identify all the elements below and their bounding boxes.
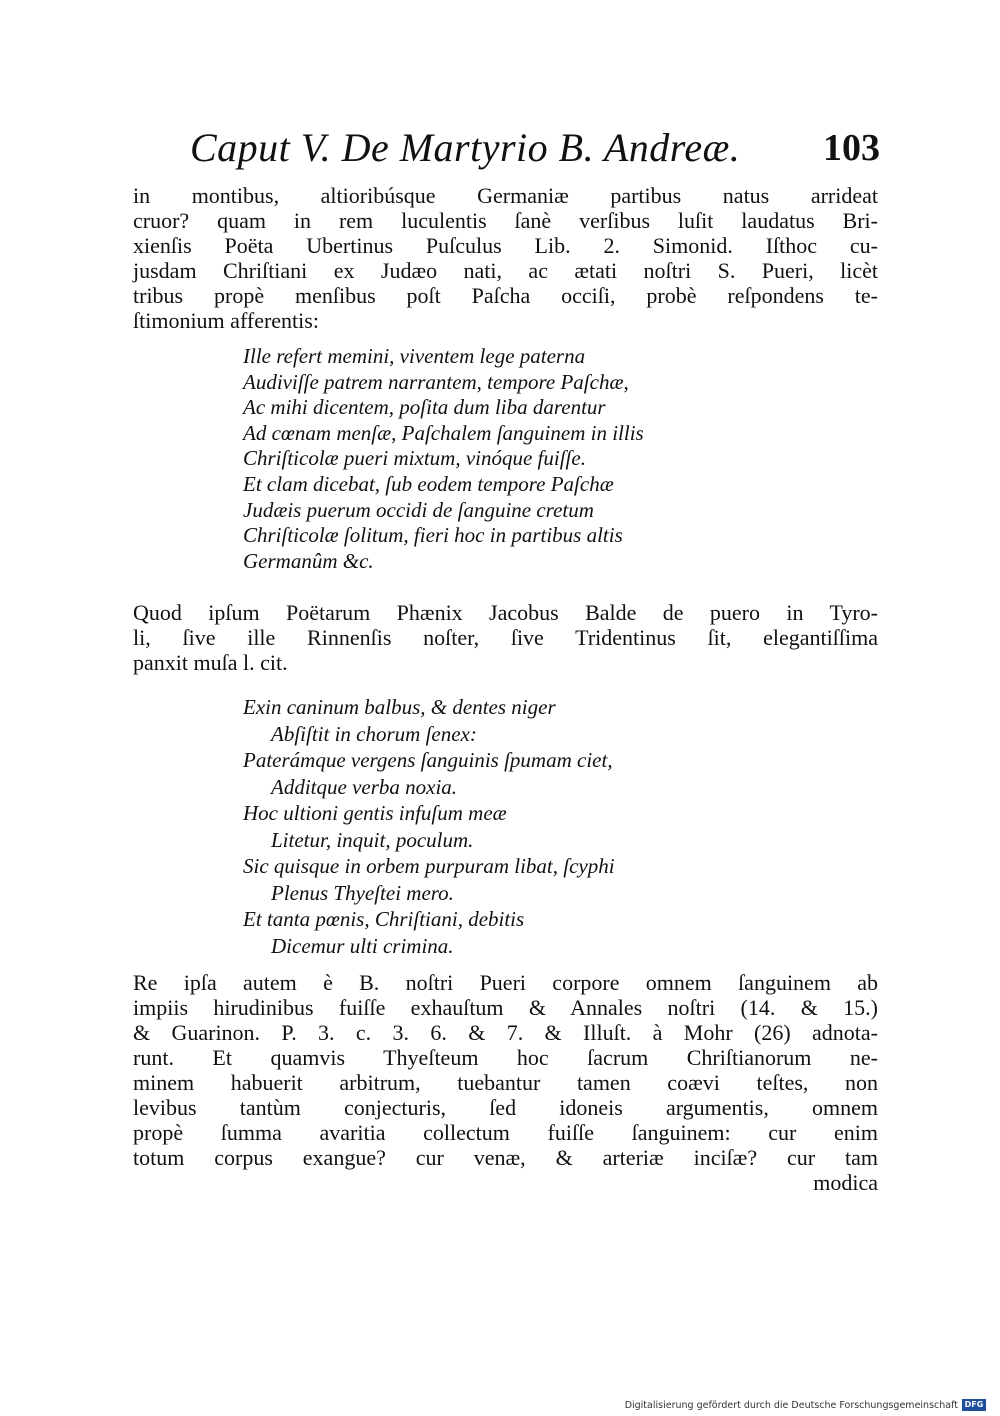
- verse-line: Dicemur ulti crimina.: [271, 933, 454, 958]
- text-line: totum corpus exangue? cur venæ, & arteriæ inciſæ? cur tam: [133, 1145, 878, 1170]
- digitization-footer: [625, 1398, 986, 1412]
- text-line: xienſis Poëta Ubertinus Puſculus Lib. 2. Simonid. Iſthoc cu-: [133, 233, 878, 258]
- text-line: in montibus, altioribúsque Germaniæ partibus natus arrideat: [133, 183, 878, 208]
- verse-line: Judæis puerum occidi de ſanguine cretum: [243, 497, 594, 522]
- verse-line: Et clam dicebat, ſub eodem tempore Paſchæ: [243, 471, 614, 496]
- verse-line: Exin caninum balbus, & dentes niger: [243, 695, 556, 719]
- verse-line: Plenus Thyeſtei mero.: [271, 880, 454, 905]
- paragraph-3: [133, 970, 878, 1195]
- text-line: impiis hirudinibus fuiſſe exhauſtum & Annales noſtri (14. & 15.): [133, 995, 878, 1020]
- verse-line: Audiviſſe patrem narrantem, tempore Paſchæ,: [243, 369, 629, 394]
- text-line: jusdam Chriſtiani ex Judæo nati, ac ætati noſtri S. Pueri, licèt: [133, 258, 878, 283]
- verse-line: Abſiſtit in chorum ſenex:: [271, 721, 477, 746]
- verse-line: Sic quisque in orbem purpuram libat, ſcyphi: [243, 854, 615, 878]
- text-line: Re ipſa autem è B. noſtri Pueri corpore omnem ſanguinem ab: [133, 970, 878, 995]
- footer-credit: Digitalisierung gefördert durch die Deutsche Forschungsgemeinschaft: [624, 1399, 958, 1411]
- text-line: levibus tantùm conjecturis, ſed idoneis argumentis, omnem: [133, 1095, 878, 1120]
- text-line: cruor? quam in rem luculentis ſanè verſibus luſit laudatus Bri-: [133, 208, 878, 233]
- verse-quotation-1: [243, 344, 644, 574]
- text-line: minem habuerit arbitrum, tuebantur tamen coævi teſtes, non: [133, 1070, 878, 1095]
- text-line: li, ſive ille Rinnenſis noſter, ſive Tridentinus ſit, elegantiſſima: [133, 625, 878, 650]
- verse-line: Chriſticolæ pueri mixtum, vinóque fuiſſe.: [243, 446, 586, 471]
- verse-line: Ad cœnam menſæ, Paſchalem ſanguinem in illis: [243, 420, 644, 445]
- catchword: modica: [813, 1170, 878, 1195]
- chapter-title: Caput V. De Martyrio B. Andreæ.: [190, 125, 741, 170]
- page-number: 103: [823, 127, 880, 169]
- verse-line: Et tanta pœnis, Chriſtiani, debitis: [243, 907, 525, 931]
- text-line: & Guarinon. P. 3. c. 3. 6. & 7. & Illuſt. à Mohr (26) adnota-: [133, 1020, 878, 1045]
- text-line: Quod ipſum Poëtarum Phænix Jacobus Balde de puero in Tyro-: [133, 600, 878, 625]
- verse-line: Additque verba noxia.: [271, 774, 458, 799]
- text-line: panxit muſa l. cit.: [133, 650, 288, 675]
- verse-line: Ac mihi dicentem, poſita dum liba darentur: [243, 395, 606, 420]
- verse-line: Germanûm &c.: [243, 548, 374, 573]
- verse-line: Chriſticolæ ſolitum, fieri hoc in partibus altis: [243, 523, 623, 548]
- text-line: propè ſumma avaritia collectum fuiſſe ſanguinem: cur enim: [133, 1120, 878, 1145]
- verse-line: Ille refert memini, viventem lege paterna: [243, 344, 586, 368]
- verse-quotation-2: [243, 694, 615, 959]
- verse-line: Paterámque vergens ſanguinis ſpumam ciet,: [243, 748, 613, 772]
- running-header: [190, 118, 880, 178]
- dfg-logo-icon: DFG: [962, 1399, 986, 1411]
- text-line: runt. Et quamvis Thyeſteum hoc ſacrum Chriſtianorum ne-: [133, 1045, 878, 1070]
- text-line: tribus propè menſibus poſt Paſcha occiſi, probè reſpondens te-: [133, 283, 878, 308]
- text-line: ſtimonium afferentis:: [133, 308, 319, 333]
- paragraph-2: [133, 600, 878, 675]
- verse-line: Litetur, inquit, poculum.: [271, 827, 474, 852]
- verse-line: Hoc ultioni gentis infuſum meæ: [243, 801, 507, 825]
- paragraph-1: [133, 183, 878, 333]
